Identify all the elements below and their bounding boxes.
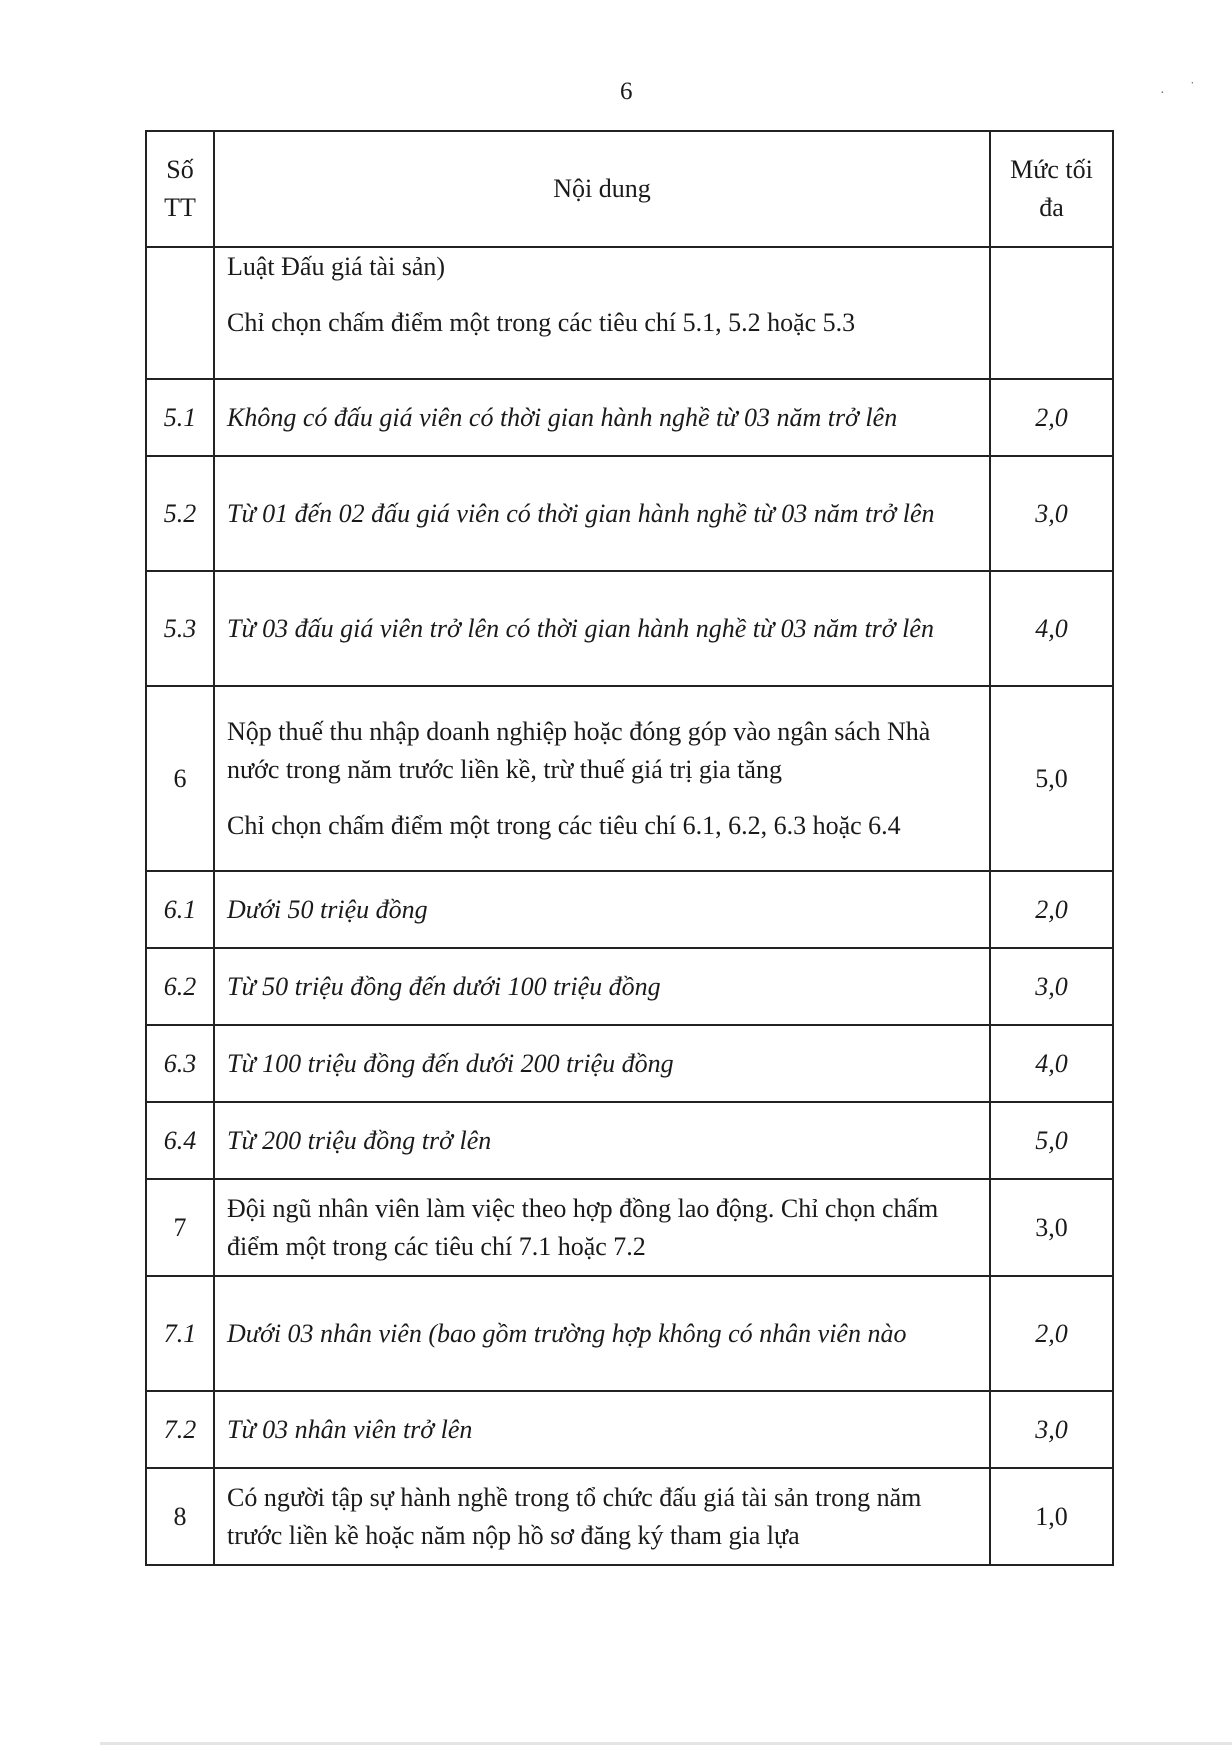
scan-mark: ˙ [1190, 80, 1195, 95]
row-max-score: 5,0 [990, 1102, 1113, 1179]
row-content-paragraph: Dưới 50 triệu đồng [227, 894, 428, 924]
header-content-label: Nội dung [553, 174, 651, 203]
row-content-paragraph: Không có đấu giá viên có thời gian hành nghề từ 03 năm trở lên [227, 402, 898, 432]
row-content-paragraph: Từ 03 nhân viên trở lên [227, 1414, 473, 1444]
row-content [214, 1468, 990, 1565]
table-row [146, 871, 1113, 948]
scan-mark: · [1160, 86, 1165, 101]
table-row [146, 686, 1113, 871]
row-number: 6 [146, 686, 214, 871]
row-number: 6.1 [146, 871, 214, 948]
row-number: 7 [146, 1179, 214, 1276]
table-row [146, 948, 1113, 1025]
row-number: 5.3 [146, 571, 214, 686]
row-max-score: 4,0 [990, 1025, 1113, 1102]
row-content-paragraph: Từ 50 triệu đồng đến dưới 100 triệu đồng [227, 971, 661, 1001]
row-max-score [990, 247, 1113, 379]
row-content [214, 948, 990, 1025]
row-content [214, 1102, 990, 1179]
row-max-score: 2,0 [990, 871, 1113, 948]
row-max-score: 3,0 [990, 948, 1113, 1025]
row-content [214, 1391, 990, 1468]
row-number: 6.4 [146, 1102, 214, 1179]
row-max-score: 3,0 [990, 1179, 1113, 1276]
table-row [146, 1391, 1113, 1468]
row-content [214, 1025, 990, 1102]
row-number: 8 [146, 1468, 214, 1565]
row-content-paragraph: Từ 200 triệu đồng trở lên [227, 1125, 492, 1155]
row-content-paragraph: Từ 01 đến 02 đấu giá viên có thời gian hành nghề từ 03 năm trở lên [227, 498, 935, 528]
header-max [990, 131, 1113, 247]
row-content-paragraph: Dưới 03 nhân viên (bao gồm trường hợp không có nhân viên nào [227, 1318, 907, 1348]
table-row [146, 1468, 1113, 1565]
row-number [146, 247, 214, 379]
row-number: 7.2 [146, 1391, 214, 1468]
row-content-paragraph: Chỉ chọn chấm điểm một trong các tiêu chí 6.1, 6.2, 6.3 hoặc 6.4 [227, 810, 901, 840]
row-content [214, 1276, 990, 1391]
header-stt-label: Số TT [164, 155, 196, 222]
row-max-score: 3,0 [990, 456, 1113, 571]
row-content [214, 571, 990, 686]
table-row [146, 1276, 1113, 1391]
scan-edge [100, 1742, 1232, 1745]
row-content-paragraph: Chỉ chọn chấm điểm một trong các tiêu chí 5.1, 5.2 hoặc 5.3 [227, 308, 856, 337]
table-body [146, 247, 1113, 1565]
row-number: 6.2 [146, 948, 214, 1025]
row-number: 5.1 [146, 379, 214, 456]
table-row [146, 456, 1113, 571]
header-stt [146, 131, 214, 247]
row-max-score: 1,0 [990, 1468, 1113, 1565]
header-content [214, 131, 990, 247]
row-content [214, 686, 990, 871]
row-content [214, 456, 990, 571]
table-row [146, 379, 1113, 456]
row-number: 7.1 [146, 1276, 214, 1391]
row-max-score: 4,0 [990, 571, 1113, 686]
criteria-table [145, 130, 1114, 1566]
row-content-paragraph: Luật Đấu giá tài sản) [227, 252, 446, 281]
row-content-paragraph: Nộp thuế thu nhập doanh nghiệp hoặc đóng góp vào ngân sách Nhà nước trong năm trước liền kề, trừ thuế giá trị gia tăng [227, 716, 931, 784]
row-content [214, 379, 990, 456]
row-content-paragraph: Đội ngũ nhân viên làm việc theo hợp đồng lao động. Chỉ chọn chấm điểm một trong các tiêu chí 7.1 hoặc 7.2 [227, 1193, 939, 1261]
table-row [146, 1179, 1113, 1276]
row-number: 6.3 [146, 1025, 214, 1102]
table-row [146, 1025, 1113, 1102]
row-max-score: 2,0 [990, 379, 1113, 456]
row-content [214, 871, 990, 948]
row-content [214, 247, 990, 379]
row-max-score: 5,0 [990, 686, 1113, 871]
row-content-paragraph: Từ 03 đấu giá viên trở lên có thời gian hành nghề từ 03 năm trở lên [227, 613, 934, 643]
header-max-label: Mức tối đa [1010, 155, 1093, 222]
table-row [146, 247, 1113, 379]
table-header-row [146, 131, 1113, 247]
row-content [214, 1179, 990, 1276]
row-number: 5.2 [146, 456, 214, 571]
page-number: 6 [620, 78, 633, 105]
row-content-paragraph: Từ 100 triệu đồng đến dưới 200 triệu đồng [227, 1048, 674, 1078]
row-content-paragraph: Có người tập sự hành nghề trong tổ chức đấu giá tài sản trong năm trước liền kề hoặc năm nộp hồ sơ đăng ký tham gia lựa [227, 1482, 922, 1550]
table-row [146, 1102, 1113, 1179]
row-max-score: 3,0 [990, 1391, 1113, 1468]
row-max-score: 2,0 [990, 1276, 1113, 1391]
table-row [146, 571, 1113, 686]
